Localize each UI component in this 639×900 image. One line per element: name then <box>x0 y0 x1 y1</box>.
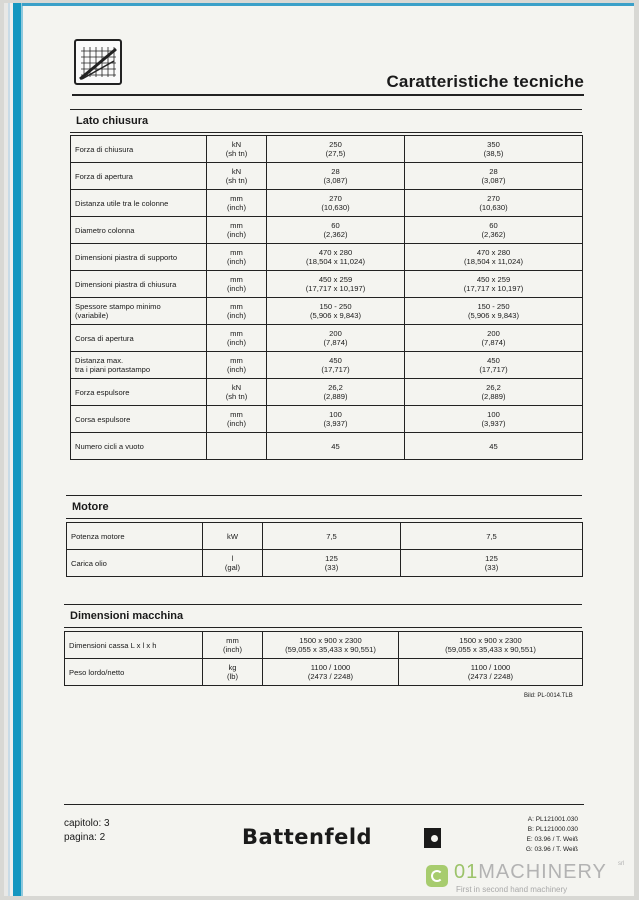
row-label: Corsa di apertura <box>71 325 207 352</box>
value-col-2: 150 - 250 (5,906 x 9,843) <box>405 298 583 325</box>
table-row <box>67 550 583 577</box>
section-title: Dimensioni macchina <box>70 610 184 622</box>
table-row <box>71 217 583 244</box>
value-col-2: 1500 x 900 x 2300 (59,055 x 35,433 x 90,551) <box>399 632 583 659</box>
row-label: Potenza motore <box>67 523 203 550</box>
row-label: Forza di apertura <box>71 163 207 190</box>
section-title: Lato chiusura <box>76 115 149 127</box>
table-row <box>65 659 583 686</box>
table-row <box>65 632 583 659</box>
row-unit: mm (inch) <box>207 217 267 244</box>
table-row <box>71 136 583 163</box>
row-label: Peso lordo/netto <box>65 659 203 686</box>
value-col-1: 60 (2,362) <box>267 217 405 244</box>
value-col-2: 100 (3,937) <box>405 406 583 433</box>
watermark-tagline: First in second hand machinery <box>456 885 568 894</box>
value-col-1: 45 <box>267 433 405 460</box>
table-row <box>71 163 583 190</box>
value-col-2: 60 (2,362) <box>405 217 583 244</box>
value-col-2: 450 x 259 (17,717 x 10,197) <box>405 271 583 298</box>
table-row <box>71 325 583 352</box>
value-col-2: 45 <box>405 433 583 460</box>
table-row <box>71 406 583 433</box>
value-col-1: 470 x 280 (18,504 x 11,024) <box>267 244 405 271</box>
brand-logo-text: Battenfeld <box>242 825 373 849</box>
value-col-1: 26,2 (2,889) <box>267 379 405 406</box>
table-row <box>71 298 583 325</box>
value-col-2: 270 (10,630) <box>405 190 583 217</box>
row-unit: kN (sh tn) <box>207 163 267 190</box>
value-col-2: 470 x 280 (18,504 x 11,024) <box>405 244 583 271</box>
value-col-2: 200 (7,874) <box>405 325 583 352</box>
row-label: Diametro colonna <box>71 217 207 244</box>
value-col-1: 270 (10,630) <box>267 190 405 217</box>
section-header-lato-chiusura <box>70 109 582 133</box>
value-col-1: 150 - 250 (5,906 x 9,843) <box>267 298 405 325</box>
ref-line: B: PL121000.030 <box>527 826 578 833</box>
table-row <box>71 190 583 217</box>
row-unit: kN (sh tn) <box>207 379 267 406</box>
watermark-prefix: 01 <box>454 861 479 883</box>
binding-edge <box>4 3 24 896</box>
value-col-1: 28 (3,087) <box>267 163 405 190</box>
top-edge-stripe <box>22 3 634 6</box>
lato-chiusura-table <box>70 135 583 460</box>
value-col-1: 250 (27,5) <box>267 136 405 163</box>
motore-table <box>66 522 583 577</box>
row-unit: mm (inch) <box>207 406 267 433</box>
row-unit: mm (inch) <box>207 325 267 352</box>
value-col-1: 7,5 <box>263 523 401 550</box>
value-col-1: 200 (7,874) <box>267 325 405 352</box>
value-col-1: 125 (33) <box>263 550 401 577</box>
chart-logo-icon <box>74 39 122 85</box>
value-col-1: 1100 / 1000 (2473 / 2248) <box>263 659 399 686</box>
row-unit: mm (inch) <box>207 190 267 217</box>
row-label: Forza di chiusura <box>71 136 207 163</box>
section-header-motore <box>66 495 582 519</box>
row-label: Distanza utile tra le colonne <box>71 190 207 217</box>
row-unit: mm (inch) <box>207 244 267 271</box>
watermark-wordmark: MACHINERY <box>478 861 607 883</box>
watermark <box>422 861 632 896</box>
value-col-2: 450 (17,717) <box>405 352 583 379</box>
table-row <box>71 352 583 379</box>
table-row <box>71 244 583 271</box>
table-row <box>67 523 583 550</box>
table-row <box>71 379 583 406</box>
value-col-2: 1100 / 1000 (2473 / 2248) <box>399 659 583 686</box>
row-label: Spessore stampo minimo (variabile) <box>71 298 207 325</box>
row-unit: l (gal) <box>203 550 263 577</box>
row-unit: mm (inch) <box>203 632 263 659</box>
dimensioni-macchina-table <box>64 631 583 686</box>
watermark-name <box>454 861 607 884</box>
section-header-dimensioni-macchina <box>64 604 582 628</box>
table-row <box>71 271 583 298</box>
row-label: Dimensioni piastra di chiusura <box>71 271 207 298</box>
ref-line: E: 03.96 / T. Weiß <box>526 836 578 843</box>
row-label: Dimensioni piastra di supporto <box>71 244 207 271</box>
watermark-suffix: srl <box>618 861 625 867</box>
title-divider <box>72 94 584 96</box>
value-col-1: 450 x 259 (17,717 x 10,197) <box>267 271 405 298</box>
value-col-2: 28 (3,087) <box>405 163 583 190</box>
footer-divider <box>64 804 584 805</box>
page-title: Caratteristiche tecniche <box>386 72 584 91</box>
document-references <box>510 815 578 855</box>
ref-line: A: PL121001.030 <box>527 816 578 823</box>
page-label: pagina: 2 <box>64 832 106 843</box>
row-label: Numero cicli a vuoto <box>71 433 207 460</box>
value-col-2: 7,5 <box>401 523 583 550</box>
ref-line: G: 03.96 / T. Weiß <box>525 846 578 853</box>
row-unit: kN (sh tn) <box>207 136 267 163</box>
brand-mark-icon <box>424 828 441 848</box>
value-col-2: 125 (33) <box>401 550 583 577</box>
row-label: Forza espulsore <box>71 379 207 406</box>
row-unit: mm (inch) <box>207 298 267 325</box>
row-unit: kW <box>203 523 263 550</box>
row-label: Corsa espulsore <box>71 406 207 433</box>
spec-sheet-page <box>4 3 634 896</box>
row-label: Dimensioni cassa L x l x h <box>65 632 203 659</box>
chapter-label: capitolo: 3 <box>64 818 110 829</box>
row-unit: mm (inch) <box>207 352 267 379</box>
value-col-1: 100 (3,937) <box>267 406 405 433</box>
value-col-1: 450 (17,717) <box>267 352 405 379</box>
row-label: Distanza max. tra i piani portastampo <box>71 352 207 379</box>
section-title: Motore <box>72 501 109 513</box>
row-unit: mm (inch) <box>207 271 267 298</box>
row-label: Carica olio <box>67 550 203 577</box>
value-col-2: 26,2 (2,889) <box>405 379 583 406</box>
image-reference: Bild: PL-0014.TLB <box>524 693 573 699</box>
row-unit: kg (lb) <box>203 659 263 686</box>
table-row <box>71 433 583 460</box>
value-col-2: 350 (38,5) <box>405 136 583 163</box>
value-col-1: 1500 x 900 x 2300 (59,055 x 35,433 x 90,551) <box>263 632 399 659</box>
watermark-logo-icon <box>426 865 448 887</box>
row-unit <box>207 433 267 460</box>
